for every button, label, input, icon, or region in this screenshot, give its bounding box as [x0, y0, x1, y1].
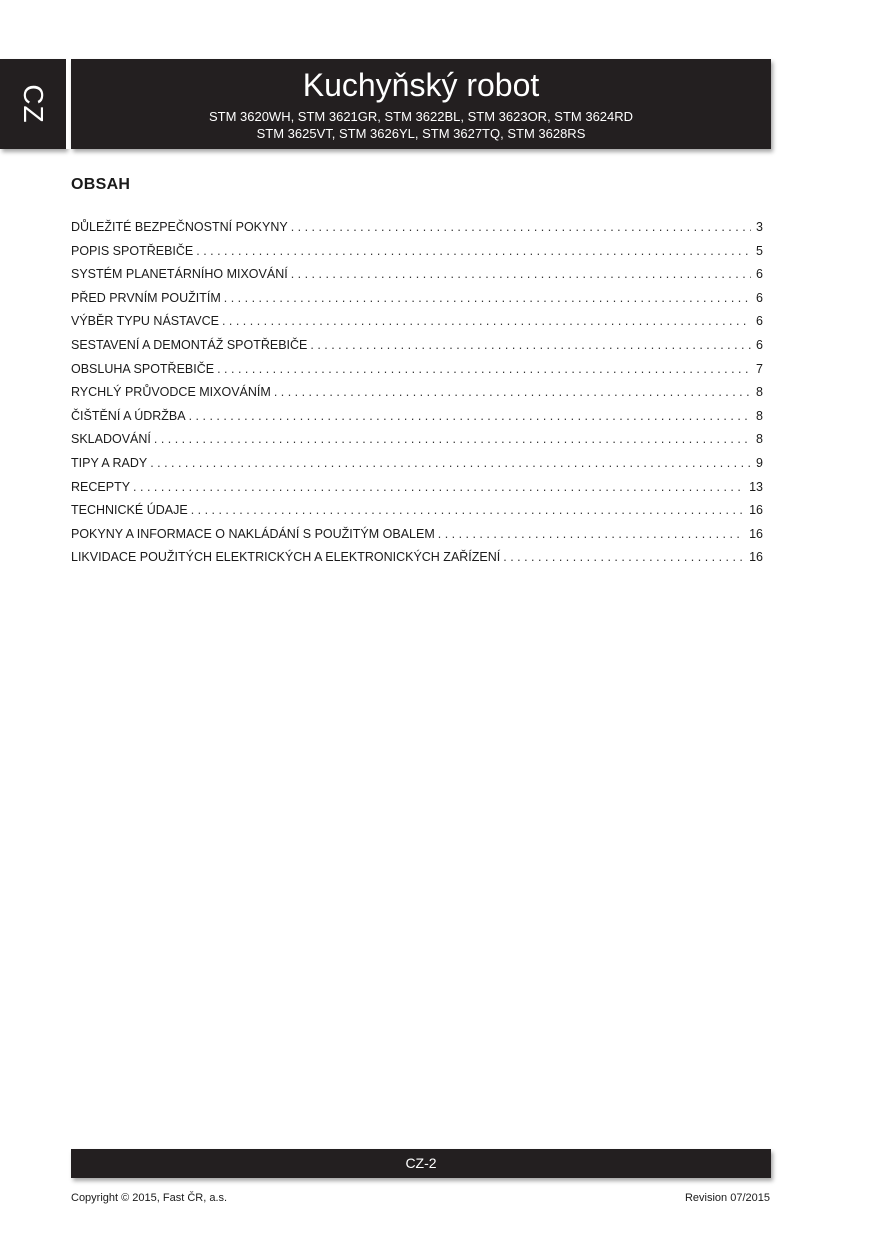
toc-entry[interactable]: [71, 428, 763, 452]
toc-dot-leader: [133, 476, 744, 500]
model-list-line-1: STM 3620WH, STM 3621GR, STM 3622BL, STM 3623OR, STM 3624RD: [208, 109, 634, 124]
revision-text: Revision 07/2015: [684, 1192, 770, 1204]
language-tab: [0, 59, 66, 149]
toc-entry-label: POPIS SPOTŘEBIČE: [71, 243, 194, 258]
toc-dot-leader: [196, 240, 751, 264]
header-banner: [71, 59, 771, 149]
toc-entry-page: 8: [756, 385, 763, 400]
toc-dot-leader: [189, 405, 751, 429]
toc-dot-leader: [224, 287, 751, 311]
toc-entry-page: 8: [756, 432, 763, 447]
toc-entry[interactable]: [71, 216, 763, 240]
copyright-text: Copyright © 2015, Fast ČR, a.s.: [71, 1192, 228, 1204]
toc-entry-label: RECEPTY: [71, 479, 131, 494]
toc-dot-leader: [291, 263, 751, 287]
toc-entry[interactable]: [71, 499, 763, 523]
language-tab-label: CZ: [18, 84, 49, 124]
toc-entry-label: ČIŠTĚNÍ A ÚDRŽBA: [71, 408, 186, 423]
toc-entry-page: 6: [756, 337, 763, 352]
toc-entry[interactable]: [71, 287, 763, 311]
toc-entry[interactable]: [71, 381, 763, 405]
toc-entry[interactable]: [71, 452, 763, 476]
toc-entry-page: 16: [749, 503, 763, 518]
toc-entry-page: 6: [756, 314, 763, 329]
toc-entry[interactable]: [71, 334, 763, 358]
toc-entry-page: 8: [756, 408, 763, 423]
toc-dot-leader: [438, 523, 744, 547]
toc-entry-page: 7: [756, 361, 763, 376]
toc-entry-label: OBSLUHA SPOTŘEBIČE: [71, 361, 215, 376]
toc-dot-leader: [191, 499, 744, 523]
table-of-contents: [71, 216, 763, 570]
toc-entry-page: 13: [749, 479, 763, 494]
toc-entry[interactable]: [71, 405, 763, 429]
toc-entry[interactable]: [71, 310, 763, 334]
toc-entry-label: TIPY A RADY: [71, 455, 148, 470]
toc-entry-label: TECHNICKÉ ÚDAJE: [71, 503, 188, 518]
toc-entry[interactable]: [71, 263, 763, 287]
toc-entry-label: VÝBĚR TYPU NÁSTAVCE: [71, 314, 219, 329]
toc-entry-label: SYSTÉM PLANETÁRNÍHO MIXOVÁNÍ: [71, 267, 288, 282]
toc-dot-leader: [503, 546, 744, 570]
toc-entry[interactable]: [71, 476, 763, 500]
toc-dot-leader: [291, 216, 751, 240]
toc-dot-leader: [222, 310, 751, 334]
toc-entry-page: 5: [756, 243, 763, 258]
toc-entry-label: SESTAVENÍ A DEMONTÁŽ SPOTŘEBIČE: [71, 337, 308, 352]
model-list-line-2: STM 3625VT, STM 3626YL, STM 3627TQ, STM 3628RS: [256, 126, 586, 141]
toc-entry-label: LIKVIDACE POUŽITÝCH ELEKTRICKÝCH A ELEKTRONICKÝCH ZAŘÍZENÍ: [71, 550, 501, 565]
toc-entry[interactable]: [71, 546, 763, 570]
toc-dot-leader: [150, 452, 751, 476]
toc-entry-label: SKLADOVÁNÍ: [71, 432, 151, 447]
toc-entry-page: 6: [756, 267, 763, 282]
toc-entry[interactable]: [71, 523, 763, 547]
toc-entry-page: 3: [756, 220, 763, 234]
toc-entry[interactable]: [71, 358, 763, 382]
toc-entry-label: DŮLEŽITÉ BEZPEČNOSTNÍ POKYNY: [71, 220, 288, 234]
toc-dot-leader: [310, 334, 751, 358]
contents-heading: OBSAH: [71, 176, 131, 193]
toc-dot-leader: [274, 381, 751, 405]
toc-entry-label: PŘED PRVNÍM POUŽITÍM: [71, 290, 221, 305]
page-title: Kuchyňský robot: [302, 67, 540, 103]
toc-entry-page: 16: [749, 550, 763, 565]
toc-entry-page: 16: [749, 526, 763, 541]
toc-entry[interactable]: [71, 240, 763, 264]
toc-entry-page: 6: [756, 290, 763, 305]
toc-entry-label: POKYNY A INFORMACE O NAKLÁDÁNÍ S POUŽITÝM OBALEM: [71, 526, 435, 541]
toc-dot-leader: [154, 428, 751, 452]
footer-page-number: CZ-2: [71, 1149, 771, 1178]
toc-dot-leader: [217, 358, 751, 382]
toc-entry-page: 9: [756, 455, 763, 470]
toc-entry-label: RYCHLÝ PRŮVODCE MIXOVÁNÍM: [71, 385, 271, 400]
